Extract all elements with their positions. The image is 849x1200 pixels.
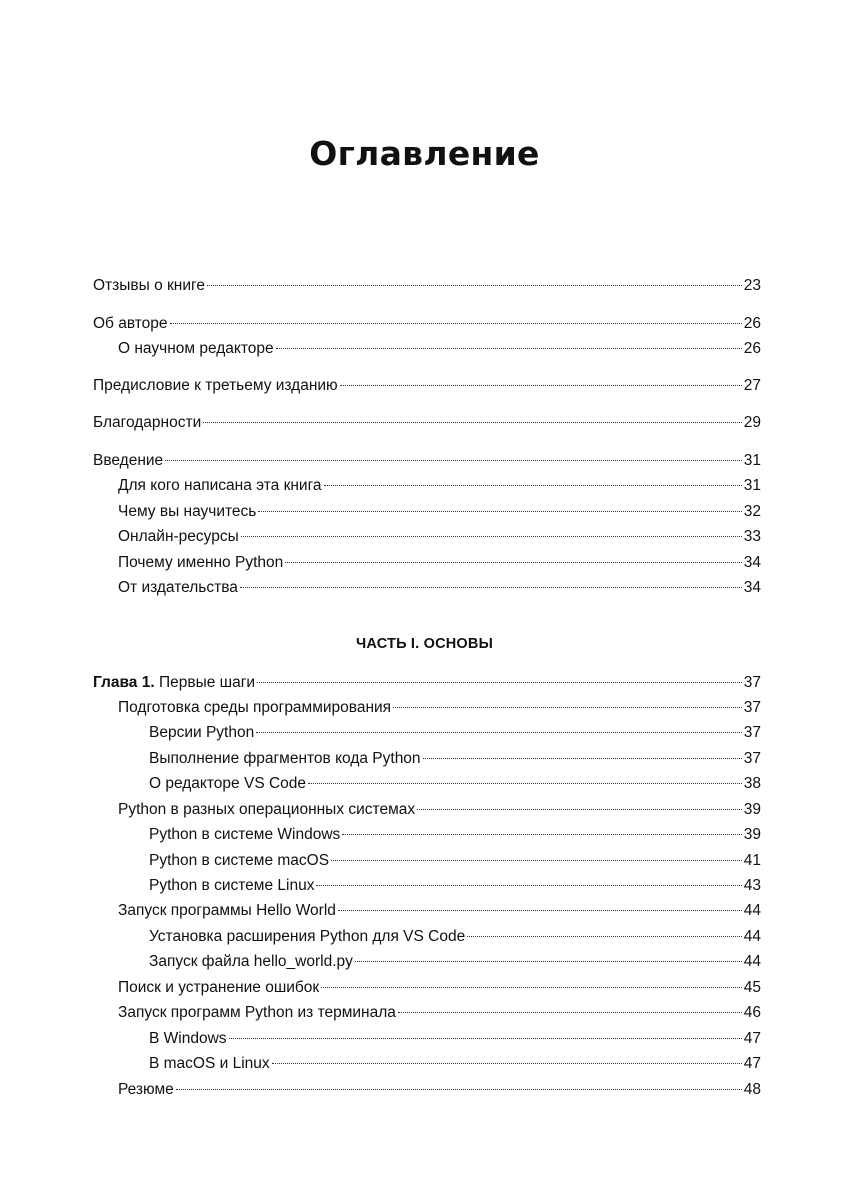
toc-label: О редакторе VS Code xyxy=(149,775,307,792)
toc-leader-dots xyxy=(316,885,741,886)
toc-page-number: 48 xyxy=(743,1081,761,1098)
toc-label: Введение xyxy=(93,452,164,469)
toc-page-number: 46 xyxy=(743,1004,761,1021)
toc-entry-troubleshooting[interactable] xyxy=(118,978,761,998)
toc-page-number: 37 xyxy=(743,699,761,716)
toc-label: Python в системе Windows xyxy=(149,826,341,843)
toc-page-number: 31 xyxy=(743,477,761,494)
toc-label: Подготовка среды программирования xyxy=(118,699,392,716)
toc-entry-python-windows[interactable] xyxy=(149,825,761,845)
toc-entry-online-resources[interactable] xyxy=(118,527,761,547)
toc-page-number: 43 xyxy=(743,877,761,894)
toc-label: Отзывы о книге xyxy=(93,277,205,294)
toc-leader-dots xyxy=(272,1063,742,1064)
toc-label: Запуск программ Python из терминала xyxy=(118,1004,396,1021)
toc-label: Чему вы научитесь xyxy=(118,503,257,520)
toc-leader-dots xyxy=(241,536,742,537)
toc-entry-why-python[interactable] xyxy=(118,553,761,573)
toc-entry-python-linux[interactable] xyxy=(149,876,761,896)
toc-page-number: 39 xyxy=(743,801,761,818)
toc-entry-reviews[interactable] xyxy=(93,276,761,296)
toc-page-number: 37 xyxy=(743,750,761,767)
toc-page-number: 26 xyxy=(743,340,761,357)
toc-page-number: 23 xyxy=(743,277,761,294)
toc-leader-dots xyxy=(331,860,742,861)
toc-label: Python в системе macOS xyxy=(149,852,330,869)
toc-entry-python-versions[interactable] xyxy=(149,723,761,743)
toc-label: Python в системе Linux xyxy=(149,877,315,894)
toc-leader-dots xyxy=(207,285,742,286)
toc-page-number: 41 xyxy=(743,852,761,869)
toc-page-number: 44 xyxy=(743,928,761,945)
toc-entry-preface[interactable] xyxy=(93,376,761,396)
toc-leader-dots xyxy=(240,587,742,588)
toc-leader-dots xyxy=(342,834,741,835)
toc-page-number: 47 xyxy=(743,1055,761,1072)
toc-leader-dots xyxy=(324,485,742,486)
toc-entry-about-editor[interactable] xyxy=(118,339,761,359)
toc-leader-dots xyxy=(258,511,741,512)
toc-page-number: 44 xyxy=(743,953,761,970)
toc-entry-from-publisher[interactable] xyxy=(118,578,761,598)
toc-page-number: 34 xyxy=(743,554,761,571)
toc-label: Выполнение фрагментов кода Python xyxy=(149,750,421,767)
toc-page-number: 26 xyxy=(743,315,761,332)
toc-entry-install-extension[interactable] xyxy=(149,927,761,947)
toc-label: Версии Python xyxy=(149,724,255,741)
toc-entry-hello-world[interactable] xyxy=(118,901,761,921)
toc-leader-dots xyxy=(340,385,742,386)
toc-page-number: 37 xyxy=(743,724,761,741)
toc-leader-dots xyxy=(170,323,742,324)
toc-entry-python-macos[interactable] xyxy=(149,851,761,871)
toc-entry-vscode[interactable] xyxy=(149,774,761,794)
toc-entry-what-you-learn[interactable] xyxy=(118,502,761,522)
toc-leader-dots xyxy=(285,562,742,563)
toc-leader-dots xyxy=(165,460,742,461)
toc-entry-audience[interactable] xyxy=(118,476,761,496)
toc-entry-running-snippets[interactable] xyxy=(149,749,761,769)
toc-page-number: 44 xyxy=(743,902,761,919)
chapter-title: Первые шаги xyxy=(158,674,256,691)
toc-label: Резюме xyxy=(118,1081,174,1098)
toc-page-number: 31 xyxy=(743,452,761,469)
toc-page-number: 34 xyxy=(743,579,761,596)
toc-leader-dots xyxy=(176,1089,742,1090)
toc-entry-in-macos-linux[interactable] xyxy=(149,1054,761,1074)
toc-label: Об авторе xyxy=(93,315,168,332)
part-heading: ЧАСТЬ I. ОСНОВЫ xyxy=(356,636,493,652)
toc-leader-dots xyxy=(417,809,742,810)
toc-entry-introduction[interactable] xyxy=(93,451,761,471)
toc-page-number: 39 xyxy=(743,826,761,843)
toc-entry-run-hello-world[interactable] xyxy=(149,952,761,972)
toc-entry-run-from-terminal[interactable] xyxy=(118,1003,761,1023)
toc-label: В macOS и Linux xyxy=(149,1055,270,1072)
toc-label: Благодарности xyxy=(93,414,202,431)
toc-entry-setup-env[interactable] xyxy=(118,698,761,718)
toc-label: Установка расширения Python для VS Code xyxy=(149,928,466,945)
toc-page-number: 45 xyxy=(743,979,761,996)
toc-label: Онлайн-ресурсы xyxy=(118,528,239,545)
toc-entry-summary[interactable] xyxy=(118,1080,761,1100)
toc-label: Почему именно Python xyxy=(118,554,284,571)
toc-leader-dots xyxy=(203,422,742,423)
toc-page-number: 33 xyxy=(743,528,761,545)
toc-leader-dots xyxy=(398,1012,742,1013)
toc-label: От издательства xyxy=(118,579,238,596)
toc-leader-dots xyxy=(393,707,742,708)
toc-label: Поиск и устранение ошибок xyxy=(118,979,320,996)
toc-entry-python-on-os[interactable] xyxy=(118,800,761,820)
toc-entry-acknowledgements[interactable] xyxy=(93,413,761,433)
toc-label: О научном редакторе xyxy=(118,340,274,357)
toc-label: В Windows xyxy=(149,1030,227,1047)
toc-page-number: 37 xyxy=(743,674,761,691)
toc-leader-dots xyxy=(467,936,742,937)
toc-page-number: 27 xyxy=(743,377,761,394)
toc-page-number: 29 xyxy=(743,414,761,431)
toc-leader-dots xyxy=(276,348,742,349)
toc-label: Python в разных операционных системах xyxy=(118,801,416,818)
chapter-prefix: Глава 1. xyxy=(93,674,155,691)
toc-leader-dots xyxy=(355,961,742,962)
toc-page-number: 32 xyxy=(743,503,761,520)
toc-page-number: 47 xyxy=(743,1030,761,1047)
toc-leader-dots xyxy=(308,783,742,784)
toc-leader-dots xyxy=(256,732,742,733)
toc-entry-chapter-1[interactable] xyxy=(93,673,761,693)
toc-leader-dots xyxy=(338,910,742,911)
toc-entry-about-author[interactable] xyxy=(93,314,761,334)
page-title: Оглавление xyxy=(309,134,540,173)
toc-label: Запуск файла hello_world.py xyxy=(149,953,353,970)
toc-chapter-label xyxy=(93,673,255,693)
toc-label: Для кого написана эта книга xyxy=(118,477,322,494)
toc-leader-dots xyxy=(257,682,742,683)
toc-leader-dots xyxy=(321,987,742,988)
toc-leader-dots xyxy=(229,1038,742,1039)
toc-label: Предисловие к третьему изданию xyxy=(93,377,338,394)
toc-label: Запуск программы Hello World xyxy=(118,902,336,919)
toc-entry-in-windows[interactable] xyxy=(149,1029,761,1049)
toc-page-number: 38 xyxy=(743,775,761,792)
toc-leader-dots xyxy=(423,758,742,759)
